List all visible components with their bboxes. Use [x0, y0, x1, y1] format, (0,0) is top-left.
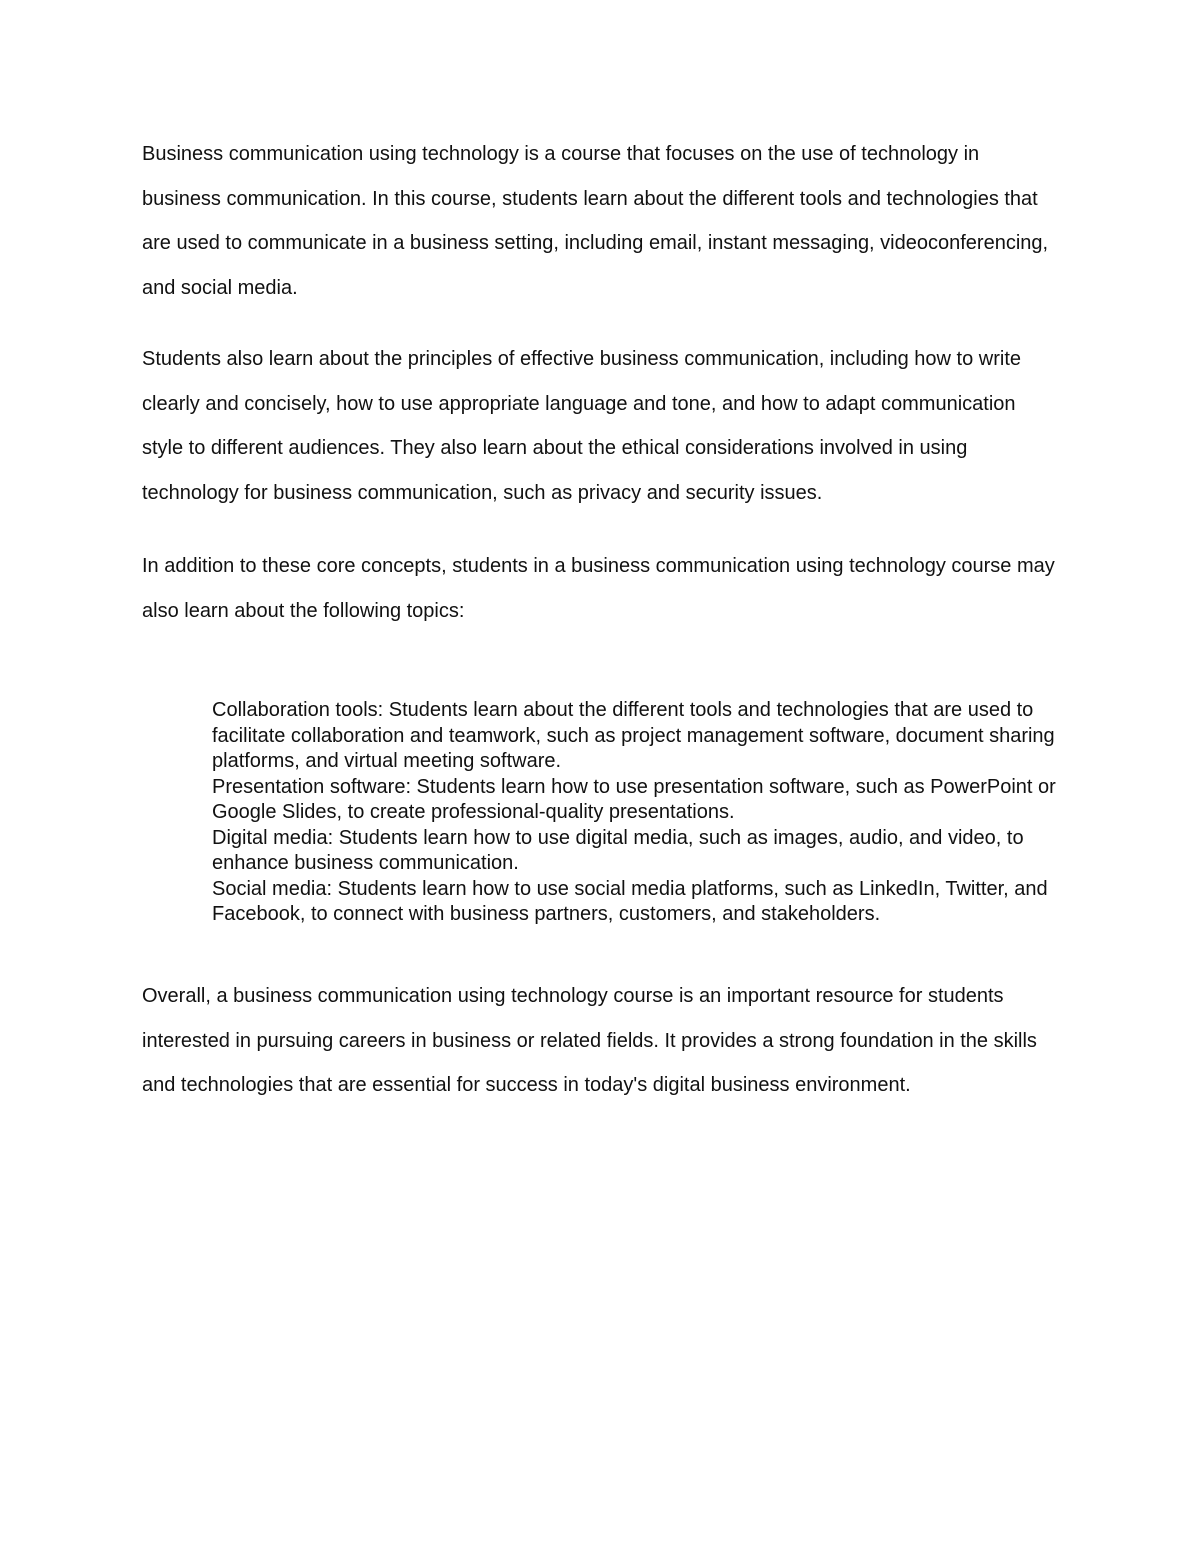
conclusion-paragraph: Overall, a business communication using technology course is an important resource for students interested in pursuing careers in business or related fields. It provides a strong foundation in the skills and technologies that are essential for success in today's digital business environment.	[142, 985, 1037, 1096]
topic-presentation-software: Presentation software: Students learn how to use presentation software, such as PowerPoint or Google Slides, to create professional-quality presentations.	[212, 775, 1056, 823]
principles-paragraph: Students also learn about the principles of effective business communication, including how to write clearly and concisely, how to use appropriate language and tone, and how to adapt communication style to different audiences. They also learn about the ethical considerations involved in using technology for business communication, such as privacy and security issues.	[142, 348, 1022, 504]
intro-paragraph: Business communication using technology is a course that focuses on the use of technology in business communication. In this course, students learn about the different tools and technologies that are used to communicate in a business setting, including email, instant messaging, videoconferencing, and social media.	[142, 143, 1049, 299]
topic-social-media: Social media: Students learn how to use social media platforms, such as LinkedIn, Twitter, and Facebook, to connect with business partners, customers, and stakeholders.	[212, 877, 1048, 925]
topic-digital-media: Digital media: Students learn how to use digital media, such as images, audio, and video, to enhance business communication.	[212, 826, 1024, 874]
topics-list	[212, 698, 1072, 928]
topics-intro-paragraph: In addition to these core concepts, students in a business communication using technology course may also learn about the following topics:	[142, 555, 1055, 622]
topic-collaboration-tools: Collaboration tools: Students learn about the different tools and technologies that are used to facilitate collaboration and teamwork, such as project management software, document sharing platforms, and virtual meeting software.	[212, 699, 1055, 772]
